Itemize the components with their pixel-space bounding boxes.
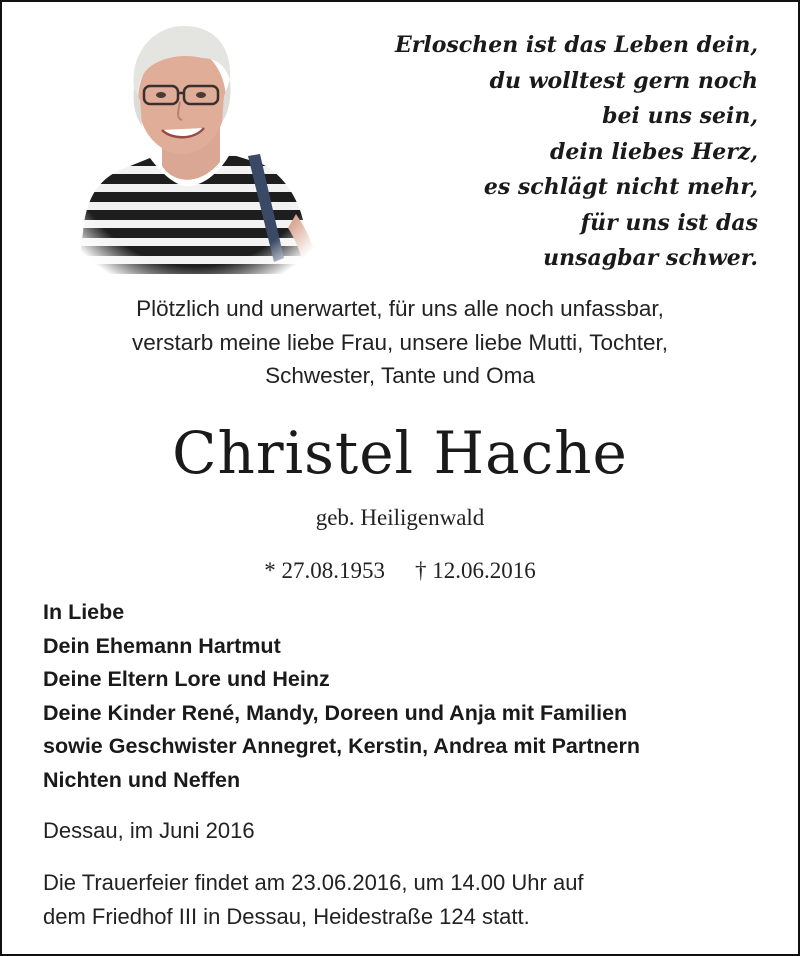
poem-line: bei uns sein, (602, 103, 758, 129)
poem-line: du wolltest gern noch (489, 67, 758, 94)
place-and-date: Dessau, im Juni 2016 (43, 818, 255, 843)
poem-line: dein liebes Herz, (549, 138, 758, 165)
poem-line: für uns ist das (580, 209, 758, 236)
mourner-line: Deine Eltern Lore und Heinz (43, 667, 330, 691)
life-dates (0, 553, 800, 589)
birth-name: geb. Heiligenwald (315, 505, 485, 530)
poem-line: es schlägt nicht mehr, (483, 174, 758, 200)
funeral-line: Die Trauerfeier findet am 23.06.2016, um 14.00 Uhr auf (43, 870, 584, 895)
deceased-name: Christel Hache (172, 419, 628, 487)
poem-line: unsagbar schwer. (543, 245, 758, 271)
poem-line: Erloschen ist das Leben dein, (395, 32, 758, 58)
mourner-line: sowie Geschwister Annegret, Kerstin, Andrea mit Partnern (43, 734, 640, 758)
announcement-line: Schwester, Tante und Oma (265, 363, 535, 388)
announcement-line: verstarb meine liebe Frau, unsere liebe Mutti, Tochter, (131, 329, 669, 355)
mourner-line: Nichten und Neffen (43, 767, 241, 792)
death-date: † 12.06.2016 (415, 558, 536, 583)
birth-date: * 27.08.1953 (264, 558, 385, 583)
poem (338, 28, 758, 277)
announcement-text (0, 292, 800, 393)
funeral-line: dem Friedhof III in Dessau, Heidestraße 124 statt. (43, 904, 530, 929)
funeral-info (43, 866, 584, 934)
mourner-line: In Liebe (43, 600, 125, 624)
announcement-line: Plötzlich und unerwartet, für uns alle noch unfassbar, (136, 296, 664, 321)
mourners-list (43, 596, 640, 797)
mourner-line: Dein Ehemann Hartmut (43, 633, 281, 658)
mourner-line: Deine Kinder René, Mandy, Doreen und Anja mit Familien (43, 700, 628, 725)
portrait-photo (70, 18, 322, 274)
